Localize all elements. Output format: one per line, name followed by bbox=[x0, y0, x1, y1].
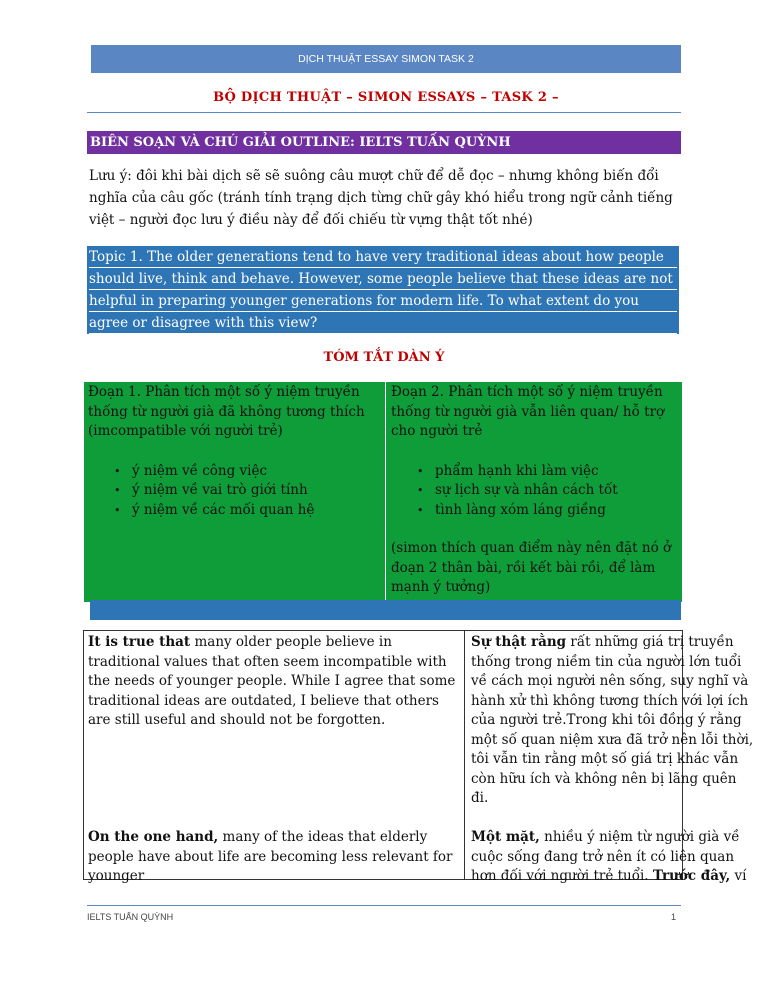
list-item: • sự lịch sự và nhân cách tốt bbox=[391, 481, 681, 501]
essay-vi-body-1: Một mặt, nhiều ý niệm từ người già về cuộc sống đang trở nên ít có liên quan hơn đối với người trẻ tuổi. Trước đây, ví bbox=[471, 829, 747, 884]
bullet-icon: • bbox=[114, 464, 121, 478]
outline-paragraph-1 bbox=[88, 383, 380, 520]
summary-heading: TÓM TẮT DÀN Ý bbox=[323, 350, 445, 365]
outline-paragraph-1-heading: Đoạn 1. Phân tích một số ý niệm truyền thống từ người già đã không tương thích (imcompatible với người trẻ) bbox=[88, 384, 365, 439]
list-item: • phẩm hạnh khi làm việc bbox=[391, 462, 681, 482]
outline-column-divider bbox=[385, 382, 386, 602]
essay-column-divider bbox=[464, 631, 465, 879]
footer-author: IELTS TUẤN QUỲNH bbox=[87, 912, 174, 922]
outline-paragraph-1-bullets bbox=[88, 462, 380, 521]
section-banner: BIÊN SOẠN VÀ CHÚ GIẢI OUTLINE: IELTS TUẤN QUỲNH bbox=[87, 131, 681, 154]
bullet-icon: • bbox=[417, 484, 424, 497]
topic-box bbox=[87, 246, 679, 334]
bullet-icon: • bbox=[417, 464, 424, 478]
translation-note: Lưu ý: đôi khi bài dịch sẽ sẽ suông câu mượt chữ để dễ đọc – nhưng không biến đổi nghĩa của câu gốc (tránh tính trạng dịch từng chữ gây khó hiểu trong ngữ cảnh tiếng việt – người đọc lưu ý điều này để đối chiếu từ vựng thật tốt nhé) bbox=[89, 168, 673, 228]
outline-paragraph-2 bbox=[391, 383, 681, 598]
footer-divider bbox=[87, 905, 681, 906]
outline-footer-bar bbox=[90, 600, 681, 620]
document-title: BỘ DỊCH THUẬT – SIMON ESSAYS – TASK 2 – bbox=[213, 90, 559, 105]
essay-en-body-1: On the one hand, many of the ideas that elderly people have about life are becoming less relevant for younger bbox=[88, 829, 453, 884]
bullet-icon: • bbox=[114, 484, 121, 497]
outline-paragraph-2-note: (simon thích quan điểm này nên đặt nó ở đoạn 2 thân bài, rồi kết bài rồi, để làm mạnh ý tưởng) bbox=[391, 540, 672, 595]
list-item: • ý niệm về các mối quan hệ bbox=[88, 501, 380, 521]
list-item: • ý niệm về công việc bbox=[88, 462, 380, 482]
outline-paragraph-2-bullets bbox=[391, 462, 681, 521]
page-number: 1 bbox=[671, 912, 677, 922]
essay-vi-intro-lead: Sự thật rằng bbox=[471, 634, 567, 650]
title-divider bbox=[87, 112, 681, 113]
essay-en-intro-lead: It is true that bbox=[88, 634, 191, 650]
essay-translation-table bbox=[83, 630, 754, 884]
bullet-icon: • bbox=[114, 503, 121, 517]
list-item: • tình làng xóm láng giềng bbox=[391, 501, 681, 521]
essay-vi-body-1-lead: Một mặt, bbox=[471, 829, 540, 845]
topic-text: Topic 1. The older generations tend to have very traditional ideas about how people should live, think and behave. However, some people believe that these ideas are not helpful in preparing younger generations for modern life. To what extent do you agree or disagree with this view? bbox=[89, 246, 677, 334]
bullet-icon: • bbox=[417, 503, 424, 517]
outline-paragraph-2-heading: Đoạn 2. Phân tích một số ý niệm truyền thống từ người già vẫn liên quan/ hỗ trợ cho người trẻ bbox=[391, 384, 665, 439]
essay-en-body-1-lead: On the one hand, bbox=[88, 829, 219, 845]
essay-en-intro: It is true that many older people believe in traditional values that often seem incompatible with the needs of younger people. While I agree that some traditional ideas are outdated, I believe that others are still useful and should not be forgotten. bbox=[88, 634, 456, 728]
running-header bbox=[91, 45, 681, 73]
essay-vi-intro: Sự thật rằng rất những giá trị truyền thống trong niềm tin của người lớn tuổi về cách mọi người nên sống, suy nghĩ và hành xử thì không tương thích với lợi ích của người trẻ.Trong khi tôi đồng ý rằng một số quan niệm xưa đã trở nên lỗi thời, tôi vẫn tin rằng một số giá trị khác vẫn còn hữu ích và không nên bị lãng quên đi. bbox=[471, 634, 754, 806]
running-header-text: DỊCH THUẬT ESSAY SIMON TASK 2 bbox=[298, 53, 474, 65]
list-item: • ý niệm về vai trò giới tính bbox=[88, 481, 380, 501]
